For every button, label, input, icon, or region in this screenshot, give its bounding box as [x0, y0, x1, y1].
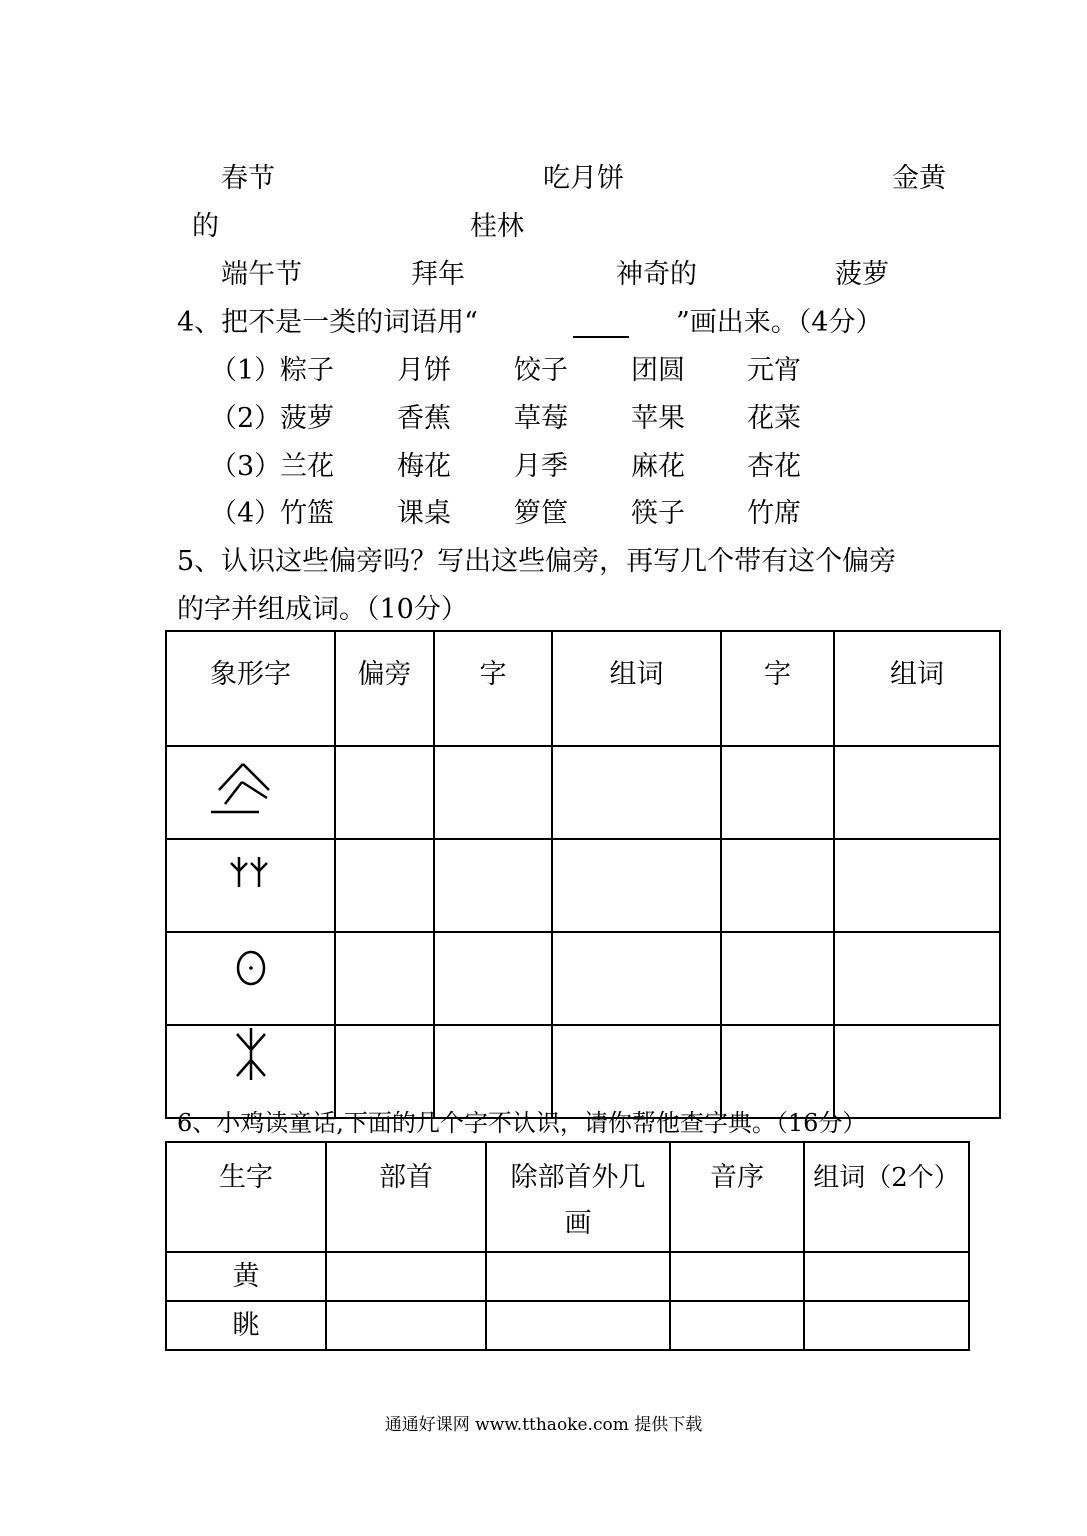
q5-pictograph-cell	[166, 932, 335, 1025]
q4-prompt-end: ”画出来。（4分）	[676, 307, 883, 338]
word-bainian: 拜年	[411, 259, 465, 290]
q5-header-radical: 偏旁	[335, 631, 434, 746]
q4-group-3-word-3[interactable]: 月季	[514, 451, 568, 482]
q6-answer-cell[interactable]	[670, 1252, 804, 1301]
q5-answer-cell[interactable]	[552, 839, 721, 932]
q5-pictograph-cell	[166, 746, 335, 839]
q4-group-1-word-1[interactable]: 粽子	[280, 355, 334, 386]
q4-underline-sample	[573, 336, 629, 338]
q4-group-1-word-5[interactable]: 元宵	[747, 355, 801, 386]
q5-answer-cell[interactable]	[434, 746, 552, 839]
q5-prompt-line-2: 的字并组成词。（10分）	[177, 594, 468, 625]
q4-group-2-word-5[interactable]: 花菜	[747, 403, 801, 434]
q4-group-2-word-2[interactable]: 香蕉	[397, 403, 451, 434]
word-guilin: 桂林	[470, 211, 524, 242]
q5-answer-cell[interactable]	[434, 839, 552, 932]
q5-header-word-1: 组词	[552, 631, 721, 746]
q5-header-word-2: 组词	[834, 631, 1000, 746]
person-pictograph-icon	[209, 760, 279, 816]
q4-group-3-word-2[interactable]: 梅花	[397, 451, 451, 482]
q4-prompt-start: 4、把不是一类的词语用“	[177, 307, 478, 338]
q5-header-pictograph: 象形字	[166, 631, 335, 746]
q4-group-4-num: （4）	[210, 498, 282, 529]
word-jinhuang: 金黄	[892, 163, 946, 194]
q5-answer-cell[interactable]	[335, 932, 434, 1025]
word-chiyuebing: 吃月饼	[543, 163, 624, 194]
q4-group-2-num: （2）	[210, 403, 282, 434]
q5-prompt-line-1: 5、认识这些偏旁吗？写出这些偏旁，再写几个带有这个偏旁	[177, 546, 897, 577]
q5-answer-cell[interactable]	[834, 839, 1000, 932]
q5-answer-cell[interactable]	[721, 746, 834, 839]
q6-answer-cell[interactable]	[326, 1252, 486, 1301]
q5-answer-cell[interactable]	[721, 932, 834, 1025]
q4-group-3-word-1[interactable]: 兰花	[280, 451, 334, 482]
q5-answer-cell[interactable]	[721, 839, 834, 932]
q6-answer-cell[interactable]	[804, 1252, 969, 1301]
q5-answer-cell[interactable]	[335, 1025, 434, 1118]
q4-group-4-word-2[interactable]: 课桌	[397, 498, 451, 529]
q4-group-4-word-3[interactable]: 箩筐	[514, 498, 568, 529]
q4-group-4-word-4[interactable]: 筷子	[631, 498, 685, 529]
q5-answer-cell[interactable]	[552, 1025, 721, 1118]
q4-group-1-word-2[interactable]: 月饼	[397, 355, 451, 386]
q5-radical-table	[165, 630, 1001, 1119]
q5-answer-cell[interactable]	[834, 932, 1000, 1025]
q6-answer-cell[interactable]	[486, 1301, 670, 1350]
q5-header-char-2: 字	[721, 631, 834, 746]
word-duanwujie: 端午节	[221, 259, 302, 290]
q5-header-char-1: 字	[434, 631, 552, 746]
q4-group-4-word-1[interactable]: 竹篮	[280, 498, 334, 529]
q5-answer-cell[interactable]	[552, 746, 721, 839]
footer-credit: 通通好课网 www.tthaoke.com 提供下载	[384, 1415, 703, 1435]
q5-answer-cell[interactable]	[434, 932, 552, 1025]
word-chunjie: 春节	[221, 163, 275, 194]
sun-pictograph-icon	[233, 948, 269, 988]
q5-answer-cell[interactable]	[721, 1025, 834, 1118]
word-boluo: 菠萝	[835, 259, 889, 290]
q4-group-2-word-3[interactable]: 草莓	[514, 403, 568, 434]
q6-header-new-char: 生字	[166, 1142, 326, 1252]
q5-answer-cell[interactable]	[834, 746, 1000, 839]
q6-row-char: 黄	[166, 1252, 326, 1301]
q4-group-4-word-5[interactable]: 竹席	[747, 498, 801, 529]
q6-answer-cell[interactable]	[670, 1301, 804, 1350]
q4-group-1-word-4[interactable]: 团圆	[631, 355, 685, 386]
q6-header-strokes: 除部首外几画	[486, 1142, 670, 1252]
q6-prompt: 6、小鸡读童话,下面的几个字不认识，请你帮他查字典。（16分）	[177, 1109, 867, 1137]
q5-answer-cell[interactable]	[552, 932, 721, 1025]
q6-header-radical: 部首	[326, 1142, 486, 1252]
word-shenqide: 神奇的	[616, 259, 697, 290]
q5-answer-cell[interactable]	[434, 1025, 552, 1118]
bamboo-pictograph-icon	[227, 853, 271, 889]
q6-answer-cell[interactable]	[804, 1301, 969, 1350]
q6-answer-cell[interactable]	[326, 1301, 486, 1350]
q4-group-2-word-4[interactable]: 苹果	[631, 403, 685, 434]
q5-pictograph-cell	[166, 839, 335, 932]
q4-group-3-num: （3）	[210, 451, 282, 482]
q4-group-1-word-3[interactable]: 饺子	[514, 355, 568, 386]
word-de: 的	[192, 211, 219, 242]
q5-pictograph-cell	[166, 1025, 335, 1118]
q4-group-1-num: （1）	[210, 355, 282, 386]
q4-group-3-word-4[interactable]: 麻花	[631, 451, 685, 482]
q6-row-char: 眺	[166, 1301, 326, 1350]
q5-answer-cell[interactable]	[834, 1025, 1000, 1118]
q5-answer-cell[interactable]	[335, 839, 434, 932]
q6-answer-cell[interactable]	[486, 1252, 670, 1301]
q4-group-3-word-5[interactable]: 杏花	[747, 451, 801, 482]
q6-dictionary-table	[165, 1141, 970, 1351]
tree-pictograph-icon	[231, 1026, 271, 1082]
q6-header-words: 组词（2个）	[804, 1142, 969, 1252]
q6-header-phonetic-order: 音序	[670, 1142, 804, 1252]
q4-group-2-word-1[interactable]: 菠萝	[280, 403, 334, 434]
q5-answer-cell[interactable]	[335, 746, 434, 839]
